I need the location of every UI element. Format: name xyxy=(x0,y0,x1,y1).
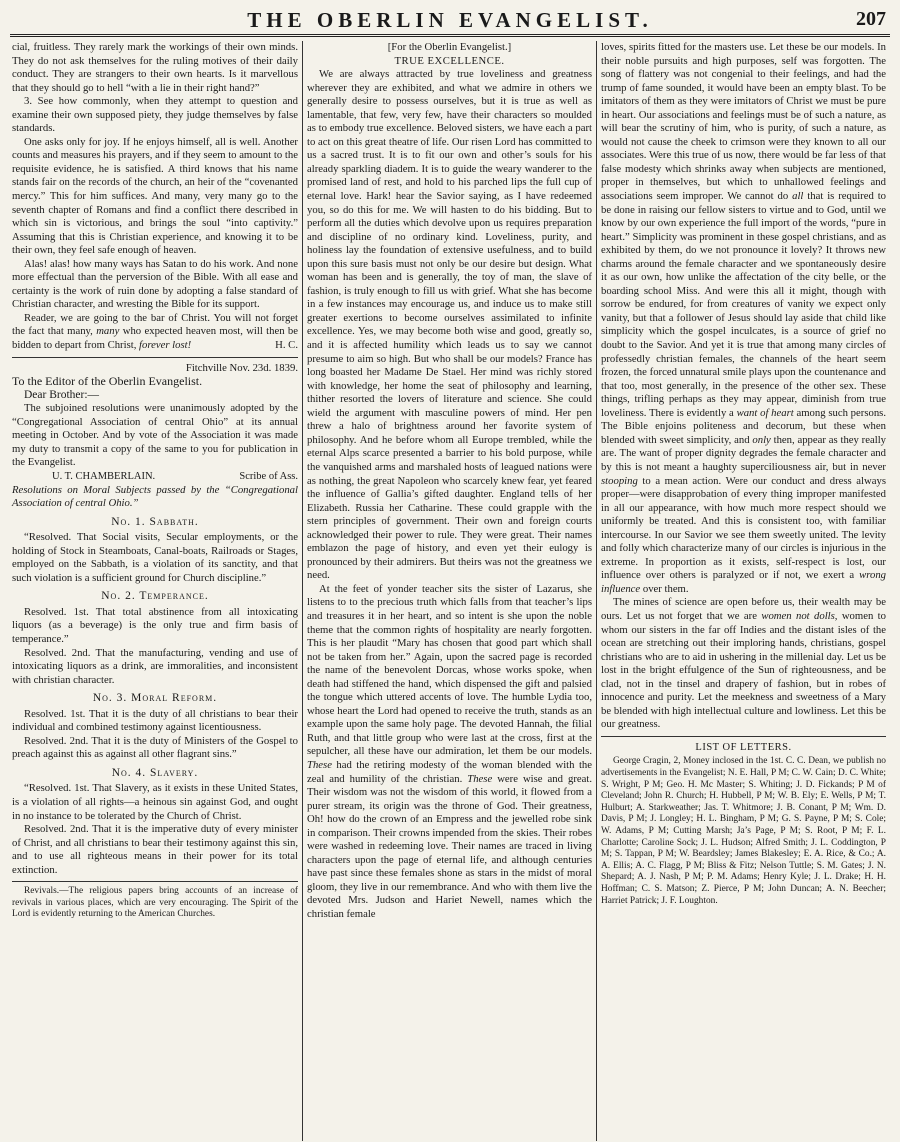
letter-body: The subjoined resolutions were unanimously adopted by the “Congregational Association of central Ohio” at its annual meeting in October. And by vote of the Association it was made my duty to transmit a copy of the same to you for publication in the Evangelist. xyxy=(12,402,298,469)
divider xyxy=(12,357,298,358)
divider xyxy=(12,881,298,882)
signature: U. T. CHAMBERLAIN. Scribe of Ass. xyxy=(52,470,298,482)
page-number: 207 xyxy=(856,8,886,30)
list-of-letters-title: LIST OF LETTERS. xyxy=(695,741,792,753)
column-2 xyxy=(302,41,596,1141)
heading-temperance: No. 2. Temperance. xyxy=(101,590,209,603)
heading-slavery: No. 4. Slavery. xyxy=(111,766,199,779)
article-title: TRUE EXCELLENCE. xyxy=(394,54,505,67)
divider xyxy=(601,736,886,737)
heading-moral-reform: No. 3. Moral Reform. xyxy=(92,692,218,705)
resolution: Resolved. 1st. That total abstinence from all intoxicating liquors (as a beverage) is the only true and firm basis of temperance.” xyxy=(12,605,298,645)
letter-address: To the Editor of the Oberlin Evangelist. xyxy=(12,374,203,389)
paragraph: 3. See how commonly, when they attempt to question and examine their own supposed piety, they judge themselves by false standards. xyxy=(12,95,298,135)
article-source: [For the Oberlin Evangelist.] xyxy=(387,41,512,53)
paragraph: At the feet of yonder teacher sits the sister of Lazarus, she listens to to the precious truth which falls from that teacher’s lips and treasures it in her heart, and so intent is she upon the noble theme that the common rights of hospitality are nearly forgotten. This is her plaudit “Mary has chosen that good part which shall not be taken from her.” Again, upon the sacred page is recorded the name of the benevolent Dorcas, whose works spoke, when death had stiffened the hand, which dispensed the gift and palsied the tongue which uttered accents of love. The humble Lydia too, whose heart the Lord had opened to receive the truth, stands as an example upon the same holy page. The devoted Hannah, the filial Ruth, and that little group who were last at the cross, first at the sepulcher, all these have our admiration, let them be our models. These had the retiring modesty of the woman blended with the zeal and humility of the christian. These were wise and great. Their wisdom was not the wisdom of this world, it flowed from a purer stream, its origin was the throne of God. Their greatness, Oh! how do the crown of an Empress and the jewelled robe sink in comparison. Their crowns impended from the skies. Their robes were washed in redeeming love. Their names are traced in living characters upon the page of eternal life, and although centuries have past since these females shone as stars in the midst of moral gloom, they live in our remembrance. And who with them live the devoted Mrs. Judson and Hariet Newell, names which the christian female xyxy=(307,582,593,920)
resolution: “Resolved. That Social visits, Secular employments, or the holding of Stock in Steamboats, Canal-boats, Railroads or Stages, employed on the Sabbath, is a violation of its sanctity, and that such violation is a sufficient ground for Church discipline.” xyxy=(12,531,298,584)
resolution: Resolved. 2nd. That it is the imperative duty of every minister of Christ, and all christians to bear their testimony against this sin, and to use all righteous means in their power for its total extinction. xyxy=(12,823,298,876)
resolution: “Resolved. 1st. That Slavery, as it exists in these United States, is a violation of all rights—a heinous sin against God, and ought in no instance to be tolerated by the Church of Christ. xyxy=(12,782,298,822)
column-1 xyxy=(8,41,302,1141)
closing-paragraph: Reader, we are going to the bar of Christ. You will not forget the fact that many, many who expected heaven most, will then be bidden to depart from Christ, forever lost! H. C. xyxy=(12,311,299,352)
columns xyxy=(8,41,892,1141)
resolution: Resolved. 1st. That it is the duty of all christians to bear their individual and combined testimony against licentiousness. xyxy=(12,707,298,734)
newspaper-title: THE OBERLIN EVANGELIST. xyxy=(247,8,653,32)
column-3 xyxy=(596,41,890,1141)
paragraph: We are always attracted by true loveliness and greatness wherever they are exhibited, and what we admire in others we generally desire to possess ourselves, but it is true as well as lamentable, that few, very few, have their characters so moulded as to embody true excellence. Beloved sisters, we have each a part to act on this great theatre of life. Our risen Lord has committed to us a sacred trust. It is to fit our own and other’s souls for his already sparkling diadem. It is to guide the weary wanderer to the promised land of rest, and hold to his parched lips the full cup of eternal love. Hark! hear the Savior saying, as I have redeemed you, so do this for me. We will hasten to do his bidding. But to perform all the duties which devolve upon us requires preparation and discipline of no ordinary kind. Loveliness, purity, and holiness lay the foundation of extensive usefulness, and to build upon this sure basis must not only be our desire but design. What woman has been and is generally, the toy of man, the slave of fashion, is truly enough to fill us with grief. What she has become in a few instances may encourage us, and induce us to make still greater exertions to become ourselves assimilated to infinite excellence. Yes, we may become both wise and good, greatly so, and it is affected humility which leads us to say we cannot presume to aim so high. But who shall be our models? France has long boasted her Madame De Stael. Her mind was richly stored with knowledge, her home the seat of philosophy and learning, thither resorted the lovers of literature and science. She could wield the argument with masculine powers of mind. Her pen threw a halo of brightness around her favorite system of philosophy. And he before whom all Europe trembled, while the eternal Alps scarce presented a barrier to his bold purpose, while the vanquished arms and marshaled hosts of leagued nations were as nothing, the great Napoleon who scarcely knew fear, yet feared the influence of Gallia’s gifted daughter. England tells of her Elizabeth. Russia her Catharine. These could grapple with the stern principles of government. Their own and foreign courts acknowledged their power to rule. They were great. Their names emblazon the page of history, and even yet their eulogy is pronounced by their admirers. But theirs was not the greatness we need. xyxy=(307,68,592,582)
resolutions-title: Resolutions on Moral Subjects passed by the “Congregational Association of central Ohio.” xyxy=(12,483,298,510)
resolution: Resolved. 2nd. That the manufacturing, vending and use of intoxicating liquors as a drink, are immoralities, and inconsistent with christian character. xyxy=(12,646,298,686)
dateline: Fitchville Nov. 23d. 1839. xyxy=(185,361,298,374)
paragraph: One asks only for joy. If he enjoys himself, all is well. Another counts and measures his prayers, and if they seem to amount to the requisite evidence, he is satisfied. A third knows that his name stands fair on the records of the church, an heir of the “covenanted mercy.” This for him suffices. And many, very many go to the seventh chapter of Romans and find a conflict there described in which sin is victorious, and brings the soul “into captivity.” Assuming that this is Christian experience, and knowing it to be their own, they feel safe enough of heaven. xyxy=(12,135,298,257)
masthead xyxy=(10,6,890,37)
list-of-letters: George Cragin, 2, Money inclosed in the 1st. C. C. Dean, we publish no advertisements in the Evangelist; N. E. Hall, P M; C. W. Cain; D. C. White; S. Wright, P M; Geo. H. Mc Master; S. Whiting; J. D. Fickands; P M of Cleveland; John R. Church; H. Hubbell, P M; W. B. Ely; E. Wells, P M; T. Hulburt; A. Starkweather; Jas. T. Whitmore; J. B. Conant, P M; Wm. D. Davis, P M; J. Longley; H. L. Bingham, P M; G. S. Payne, P M; S. Cole; W. Adams, P M; Cutting Marsh; Ja’s Page, P M; S. Root, P M; F. L. Charlotte; Caroline Sock; J. L. Hudson; Alfred Smith; J. L. Coddington, P M; S. Tappan, P M; W. Beardsley; James Blakesley; E. A. Rice, & Co.; A. A. Ellis; A. C. Flagg, P M; Bliss & Fitz; Nelson Tuttle; S. M. Gates; J. N. Shepard; A. J. Nash, P M; P. M. Adams; Henry Kyle; J. L. Drake; H. H. Hoffman; C. S. Matson; Z. Pierce, P M; John Duncan; A. N. Beecher; Harriet Patrick; J. F. Loughton. xyxy=(601,756,886,906)
article-continuation: cial, fruitless. They rarely mark the workings of their own minds. They do not ask themselves for the ruling motives of their daily conduct. They are strangers to their own hearts. Is it marvellous that they should go to hell “with a lie in their right hand?” xyxy=(12,41,298,94)
heading-sabbath: No. 1. Sabbath. xyxy=(111,515,199,528)
revivals-note: Revivals.—The religious papers bring accounts of an increase of revivals in various places, which are very encouraging. The Spirit of the Lord is evidently returning to the American Churches. xyxy=(12,886,298,920)
article-continuation: loves, spirits fitted for the masters use. Let these be our models. In their noble pursuits and high purposes, self was forgotten. The song of flattery was not congenial to their feelings, and had the trump of fame sounded, it would have been an empty blast. To be imitators of them as they were imitators of Christ we must be pure in heart. Our associations and feelings must be of such a nature, as will bear the scrutiny of him, who is purity, of such a nature, as would not cause the cheek to crimson were they known to all our associates. Were this true of us now, there would be far less of that false modesty which shrinks away when subjects are mentioned, proper in themselves, but which to unhallowed feelings and associations seem improper. We cannot do all that is required to be done in raising our fellow sisters to virtue and to God, until we know by our own experience the full import of the words, “pure in heart.” Simplicity was prominent in these gospel christians, and as exhibited by them, do we not pronounce it lovely? It throws new charms around the female character and we spontaneously desire it as our own, how unlike the affectation of the city belle, or the boarding school Miss. And were this all it might, though with sorrow be endured, for from creatures of vanity we expect only vanity, but that a follower of Jesus should lay aside that child like simplicity which the gospel inculcates, is a source of grief no doubt to the Savior. And yet it is true that among many circles of professedly christian females, the channels of the heart seem frozen, the forced unnatural smile plays upon the countenance and that too, most generally, in the presence of the other sex. These things, trifling perhaps as they may appear, diminish from true loveliness. There is evidently a want of heart among such persons. The Bible enjoins politeness and decorum, but these when blended with sweet simplicity, and only then, appear as they really are. The want of proper dignity degrades the female character and by this is not meant a haughty superciliousness air, but in never stooping to a mean action. Were our conduct and dress always proper—were disapprobation of every thing improper manifested in all our appearance, with how much more respect should we uniformly be treated. And this is consistent too, with familiar intercourse. In our Savior we see them sweetly united. The levity and folly which characterize many of our circles is injurious in the extreme. In proportion as it exists, self-respect is lost, our influence over others is paralyzed or if not, we exert a wrong influence over them. xyxy=(601,41,887,595)
author-initials: H. C. xyxy=(275,339,298,352)
paragraph: Alas! alas! how many ways has Satan to do his work. And none more effectual than the perversion of the Bible. With all ease and certainty is the work of ruin done by adopting a false standard of Christian character, and wresting the Bible for its support. xyxy=(12,257,298,311)
salutation: Dear Brother:— xyxy=(24,388,100,401)
paragraph: The mines of science are open before us, their wealth may be ours. Let us not forget that we are women not dolls, women to whom our sisters in the far off Indies and the distant isles of the ocean are stretching out their imploring hands, christians, gospel christians who are to aid in ushering in the millenial day. Let us be lost in the bright effulgence of the Sun of righteousness, and be clad, not in the tinsel and drapery of fashion, but in robes of innocence and purity. Let the meekness and sweetness of a Mary be blended with high intellectual culture and lowliness. Let this be our greatness. xyxy=(601,596,886,731)
resolution: Resolved. 2nd. That it is the duty of Ministers of the Gospel to preach against this as against all other flagrant sins.” xyxy=(12,734,298,761)
